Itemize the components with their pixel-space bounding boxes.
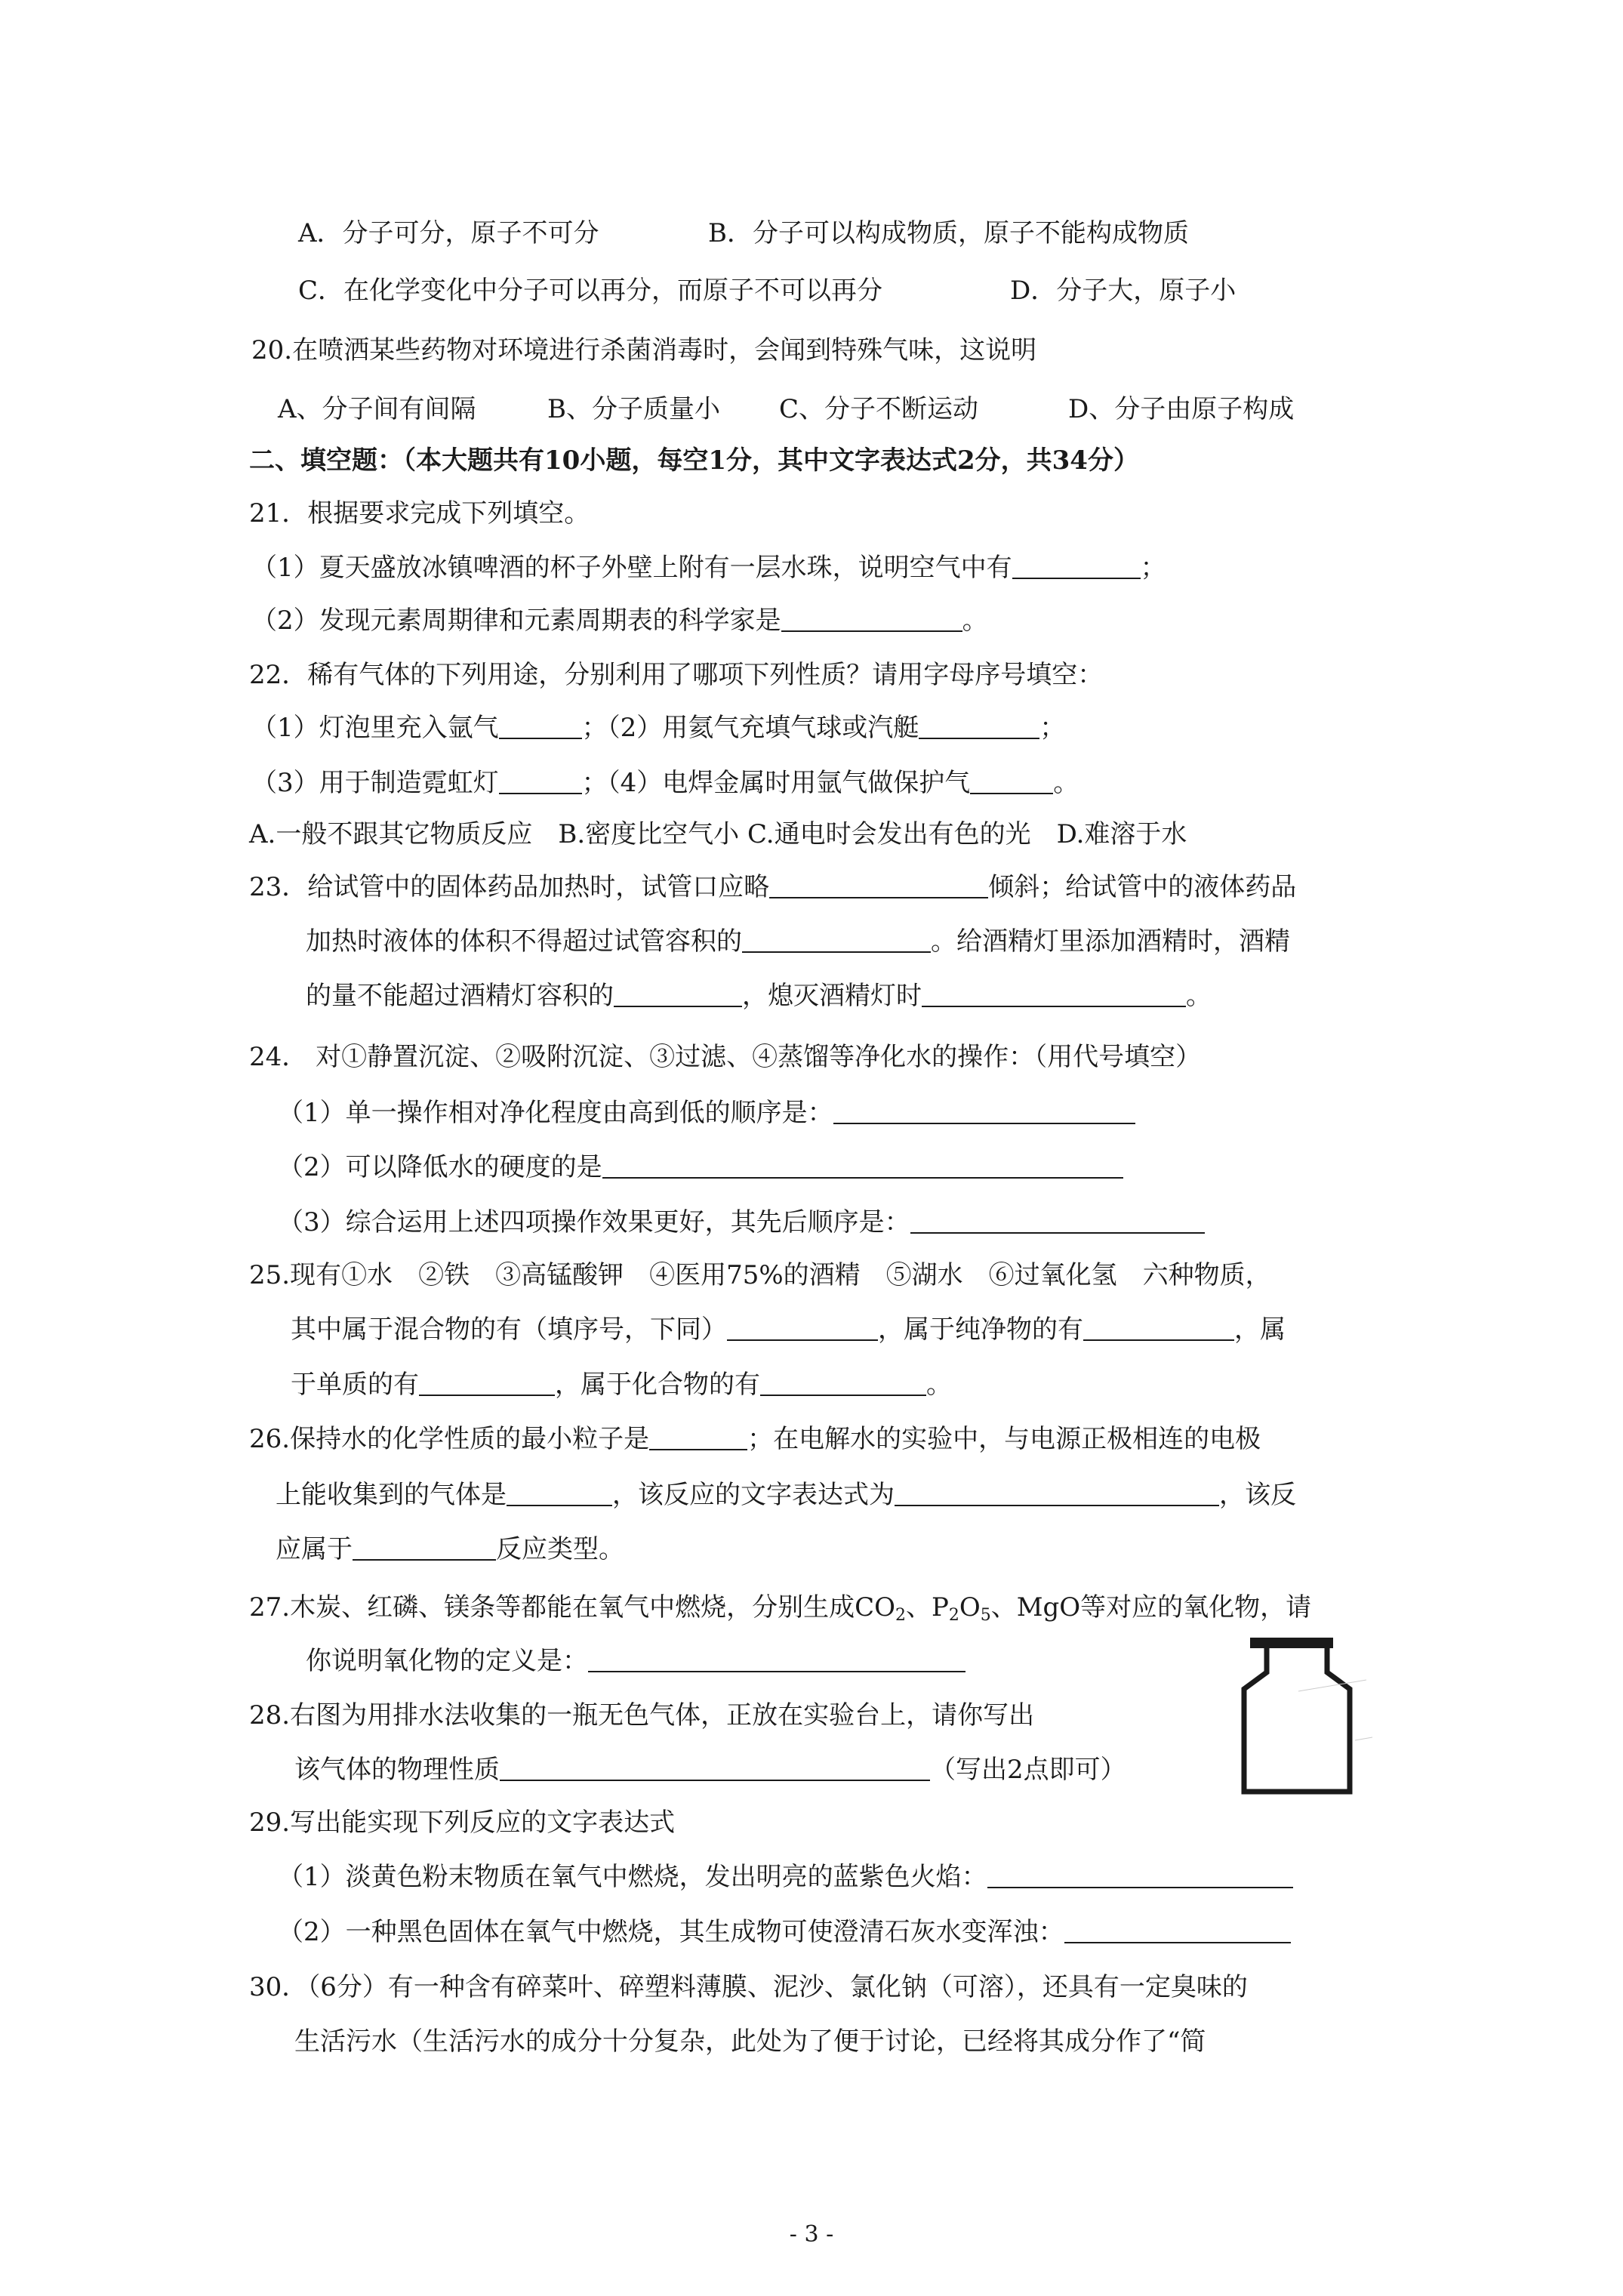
q22-stem: 22．稀有气体的下列用途，分别利用了哪项下列性质？请用字母序号填空： <box>249 660 1104 690</box>
answer-blank[interactable] <box>588 1647 965 1672</box>
q19-option-c: C．在化学变化中分子可以再分，而原子不可以再分 <box>298 276 883 306</box>
q19-option-b: B．分子可以构成物质，原子不能构成物质 <box>708 218 1189 248</box>
q23-line1: 23．给试管中的固体药品加热时，试管口应略 倾斜；给试管中的液体药品 <box>249 872 1297 902</box>
answer-blank[interactable] <box>499 769 582 794</box>
q25-line1: 25.现有①水 ②铁 ③高锰酸钾 ④医用75%的酒精 ⑤湖水 ⑥过氧化氢 六种物质， <box>249 1260 1271 1290</box>
q29-part1: （1）淡黄色粉末物质在氧气中燃烧，发出明亮的蓝紫色火焰： <box>278 1860 1293 1894</box>
answer-blank[interactable] <box>499 713 582 739</box>
answer-blank[interactable] <box>649 1425 747 1450</box>
page-number: - 3 - <box>789 2221 834 2248</box>
q21-stem: 21．根据要求完成下列填空。 <box>249 498 590 529</box>
q20-option-a: A、分子间有间隔 <box>278 394 476 424</box>
answer-blank[interactable] <box>727 1315 878 1341</box>
q20-option-b: B、分子质量小 <box>547 394 720 424</box>
q27-line1: 27.木炭、红磷、镁条等都能在氧气中燃烧，分别生成$CO_2$、$P_2O_5$、MgO等对应的氧化物，请 <box>249 1592 1312 1625</box>
answer-blank[interactable] <box>419 1370 555 1396</box>
answer-blank[interactable] <box>970 769 1053 794</box>
bottle-stopper <box>1250 1638 1333 1648</box>
answer-blank[interactable] <box>833 1099 1135 1124</box>
answer-blank[interactable] <box>742 927 931 953</box>
q24-part2: （2）可以降低水的硬度的是 <box>278 1151 1123 1184</box>
q24-part3: （3）综合运用上述四项操作效果更好，其先后顺序是： <box>278 1206 1205 1239</box>
answer-blank[interactable] <box>922 982 1186 1007</box>
q27-line2: 你说明氧化物的定义是： <box>306 1644 965 1678</box>
q23-line2: 加热时液体的体积不得超过试管容积的 。给酒精灯里添加酒精时，酒精 <box>306 926 1290 957</box>
answer-blank[interactable] <box>895 1481 1219 1506</box>
answer-blank[interactable] <box>602 1153 1123 1179</box>
q22-parts-1-2: （1）灯泡里充入氩气 ；（2）用氦气充填气球或汽艇 ； <box>251 713 1066 743</box>
answer-blank[interactable] <box>760 1370 926 1396</box>
q29-part2: （2）一种黑色固体在氧气中燃烧，其生成物可使澄清石灰水变浑浊： <box>278 1915 1291 1949</box>
section-heading: 二、填空题：（本大题共有10小题，每空1分，其中文字表达式2分，共34分） <box>249 445 1139 476</box>
q21-part1: （1）夏天盛放冰镇啤酒的杯子外壁上附有一层水珠，说明空气中有 ； <box>251 553 1166 583</box>
answer-blank[interactable] <box>781 606 962 632</box>
q23-line3: 的量不能超过酒精灯容积的 ，熄灭酒精灯时 。 <box>306 981 1212 1011</box>
answer-blank[interactable] <box>919 713 1039 739</box>
bottle-body <box>1244 1648 1350 1792</box>
q30-line1: 30．（6分）有一种含有碎菜叶、碎塑料薄膜、泥沙、氯化钠（可溶），还具有一定臭味的 <box>249 1972 1248 2002</box>
q24-stem: 24． 对①静置沉淀、②吸附沉淀、③过滤、④蒸馏等净化水的操作：（用代号填空） <box>249 1042 1202 1072</box>
q20-stem: 20.在喷洒某些药物对环境进行杀菌消毒时，会闻到特殊气味，这说明 <box>251 335 1037 365</box>
answer-blank[interactable] <box>507 1481 612 1506</box>
q22-options: A.一般不跟其它物质反应 B.密度比空气小 C.通电时会发出有色的光 D.难溶于水 <box>249 819 1187 849</box>
q30-line2: 生活污水（生活污水的成分十分复杂，此处为了便于讨论，已经将其成分作了“简 <box>294 2026 1206 2057</box>
answer-blank[interactable] <box>769 873 988 898</box>
answer-blank[interactable] <box>1012 553 1141 579</box>
answer-blank[interactable] <box>1083 1315 1234 1341</box>
answer-blank[interactable] <box>910 1208 1205 1234</box>
q28-line1: 28.右图为用排水法收集的一瓶无色气体，正放在实验台上，请你写出 <box>249 1700 1035 1730</box>
q26-line2: 上能收集到的气体是 ，该反应的文字表达式为 ，该反 <box>276 1480 1296 1510</box>
q22-parts-3-4: （3）用于制造霓虹灯 ；（4）电焊金属时用氩气做保护气 。 <box>251 768 1079 798</box>
scan-mark-line <box>1355 1737 1372 1740</box>
answer-blank[interactable] <box>987 1863 1293 1888</box>
q19-option-d: D．分子大，原子小 <box>1010 276 1236 306</box>
answer-blank[interactable] <box>353 1535 496 1561</box>
answer-blank[interactable] <box>500 1755 930 1781</box>
q29-stem: 29.写出能实现下列反应的文字表达式 <box>249 1808 676 1838</box>
q19-option-a: A．分子可分，原子不可分 <box>298 218 599 248</box>
scan-mark-line <box>1298 1680 1366 1691</box>
answer-blank[interactable] <box>614 982 742 1007</box>
answer-blank[interactable] <box>1064 1918 1291 1943</box>
q25-line2: 其中属于混合物的有（填序号，下同） ，属于纯净物的有 ，属 <box>291 1314 1286 1345</box>
q26-line3: 应属于 反应类型。 <box>276 1534 624 1564</box>
q28-line2: 该气体的物理性质 （写出2点即可） <box>294 1755 1126 1785</box>
q26-line1: 26.保持水的化学性质的最小粒子是 ；在电解水的实验中，与电源正极相连的电极 <box>249 1424 1261 1454</box>
q25-line3: 于单质的有 ，属于化合物的有 。 <box>291 1370 952 1400</box>
q21-part2: （2）发现元素周期律和元素周期表的科学家是 。 <box>251 606 988 636</box>
q20-option-c: C、分子不断运动 <box>779 394 979 424</box>
q24-part1: （1）单一操作相对净化程度由高到低的顺序是： <box>278 1096 1135 1130</box>
q20-option-d: D、分子由原子构成 <box>1068 394 1295 424</box>
gas-bottle-figure <box>1223 1635 1374 1801</box>
